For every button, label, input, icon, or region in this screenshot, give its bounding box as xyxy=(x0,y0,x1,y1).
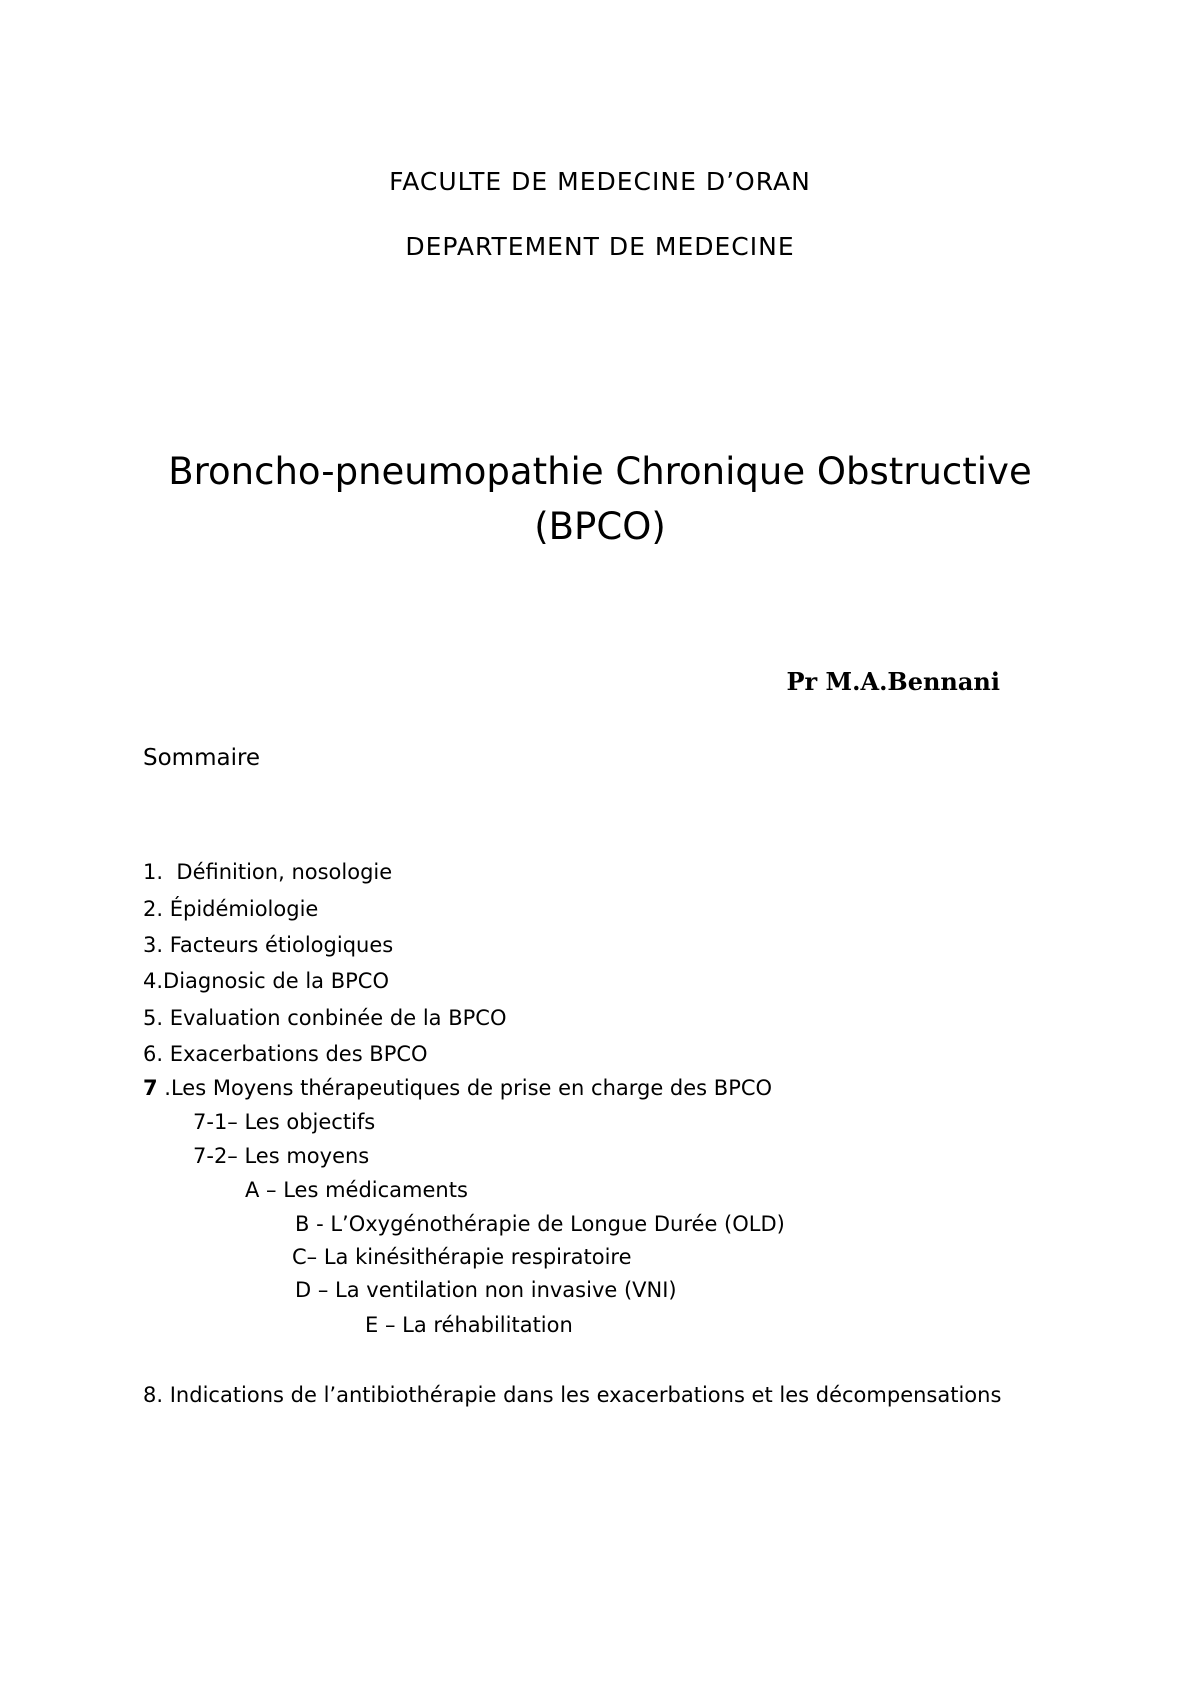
toc-item-text: B - L’Oxygénothérapie de Longue Durée (OLD) xyxy=(295,1212,785,1236)
sommaire-heading: Sommaire xyxy=(143,745,261,771)
toc-item-text: D – La ventilation non invasive (VNI) xyxy=(295,1278,677,1302)
toc-subitem xyxy=(193,1108,375,1136)
toc-item-number: 5. xyxy=(143,1006,164,1030)
toc-item-number: 8. xyxy=(143,1383,164,1407)
toc-item-number: 3. xyxy=(143,933,164,957)
department-heading: DEPARTEMENT DE MEDECINE xyxy=(405,232,795,261)
toc-item-text: Facteurs étiologiques xyxy=(169,933,394,957)
toc-subitem xyxy=(245,1176,468,1204)
toc-item xyxy=(143,1381,1001,1409)
toc-item xyxy=(143,1040,428,1068)
toc-item-text: 7-1– Les objectifs xyxy=(193,1110,376,1134)
toc-subitem xyxy=(365,1311,573,1339)
toc-item xyxy=(143,967,389,995)
toc-subitem xyxy=(292,1243,632,1271)
toc-item-number: 1. xyxy=(143,860,164,884)
toc-subitem xyxy=(295,1210,785,1238)
toc-item-text: 7-2– Les moyens xyxy=(193,1144,370,1168)
toc-item-number: 4. xyxy=(143,969,164,993)
toc-subitem xyxy=(193,1142,369,1170)
toc-item-number: 6. xyxy=(143,1042,164,1066)
toc-item-number: 2. xyxy=(143,897,164,921)
toc-subitem xyxy=(295,1276,677,1304)
toc-item xyxy=(143,858,392,886)
author-name: Pr M.A.Bennani xyxy=(786,667,1000,696)
toc-item-text: Evaluation conbinée de la BPCO xyxy=(169,1006,507,1030)
toc-item-number: 7 xyxy=(143,1076,158,1100)
toc-item xyxy=(143,895,318,923)
toc-item xyxy=(143,1074,772,1102)
toc-item-text: A – Les médicaments xyxy=(245,1178,468,1202)
toc-item-text: C– La kinésithérapie respiratoire xyxy=(292,1245,632,1269)
document-title-line-2: (BPCO) xyxy=(534,505,666,548)
toc-item-text: Indications de l’antibiothérapie dans les exacerbations et les décompensations xyxy=(169,1383,1002,1407)
toc-item xyxy=(143,931,393,959)
toc-item-text: Épidémiologie xyxy=(169,897,319,921)
toc-item-text: Diagnosic de la BPCO xyxy=(163,969,389,993)
toc-item-text: Définition, nosologie xyxy=(176,860,393,884)
toc-item-text: .Les Moyens thérapeutiques de prise en charge des BPCO xyxy=(157,1076,773,1100)
toc-item-text: Exacerbations des BPCO xyxy=(169,1042,428,1066)
document-title-line-1: Broncho-pneumopathie Chronique Obstructive xyxy=(168,450,1032,493)
toc-item-text: E – La réhabilitation xyxy=(365,1313,573,1337)
faculty-heading: FACULTE DE MEDECINE D’ORAN xyxy=(389,167,811,196)
toc-item xyxy=(143,1004,506,1032)
